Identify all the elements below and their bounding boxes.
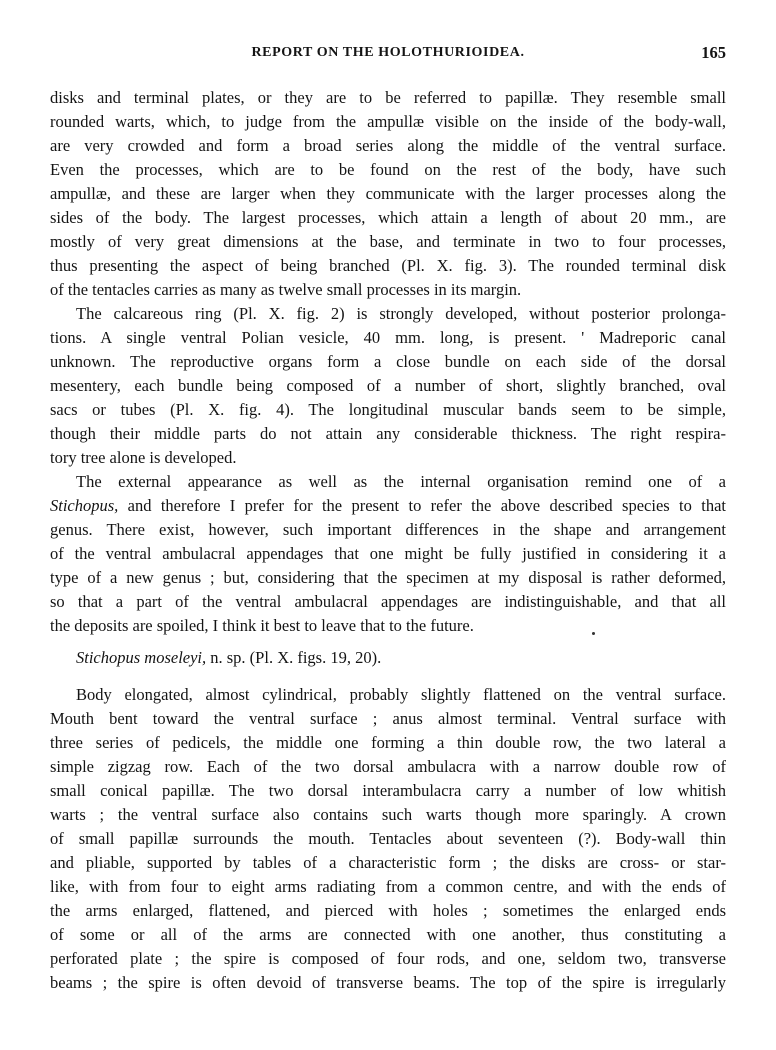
text-line: like, with from four to eight arms radiating from a common centre, and with the ends of	[50, 877, 726, 896]
text-line: rounded warts, which, to judge from the ampullæ visible on the inside of the body-wall,	[50, 112, 726, 131]
running-head: REPORT ON THE HOLOTHURIOIDEA.	[251, 45, 525, 60]
text-line: tions. A single ventral Polian vesicle, 40 mm. long, is present. ' Madreporic canal	[50, 328, 726, 347]
text-line: sacs or tubes (Pl. X. fig. 4). The longitudinal muscular bands seem to be simple,	[50, 400, 726, 419]
text-line: of some or all of the arms are connected with one another, thus constituting a	[50, 925, 726, 944]
text-line: mesentery, each bundle being composed of a number of short, slightly branched, oval	[50, 376, 726, 395]
text-line: type of a new genus ; but, considering that the specimen at my disposal is rather deformed,	[50, 568, 726, 587]
text-line: The external appearance as well as the internal organisation remind one of a	[76, 472, 726, 491]
page-header	[50, 45, 726, 69]
text-line: warts ; the ventral surface also contains such warts though more sparingly. A crown	[50, 805, 726, 824]
text-line: The calcareous ring (Pl. X. fig. 2) is strongly developed, without posterior prolonga-	[76, 304, 726, 323]
text-line: genus. There exist, however, such important differences in the shape and arrangement	[50, 520, 726, 539]
text-line: of the ventral ambulacral appendages that one might be fully justified in considering it a	[50, 544, 726, 563]
page-number: 165	[701, 43, 726, 62]
text-line: beams ; the spire is often devoid of transverse beams. The top of the spire is irregularly	[50, 973, 726, 992]
text-line: ampullæ, and these are larger when they communicate with the larger processes along the	[50, 184, 726, 203]
text-line: of small papillæ surrounds the mouth. Tentacles about seventeen (?). Body-wall thin	[50, 829, 726, 848]
text-line: perforated plate ; the spire is composed of four rods, and one, seldom two, transverse	[50, 949, 726, 968]
text-line: unknown. The reproductive organs form a close bundle on each side of the dorsal	[50, 352, 726, 371]
genus-name: Stichopus,	[50, 496, 119, 515]
print-speck	[592, 632, 595, 635]
text-line: and pliable, supported by tables of a characteristic form ; the disks are cross- or star-	[50, 853, 726, 872]
text-line: so that a part of the ventral ambulacral appendages are indistinguishable, and that all	[50, 592, 726, 611]
text-line: mostly of very great dimensions at the base, and terminate in two to four processes,	[50, 232, 726, 251]
text-line: Mouth bent toward the ventral surface ; anus almost terminal. Ventral surface with	[50, 709, 726, 728]
species-heading-rest: n. sp. (Pl. X. figs. 19, 20).	[206, 648, 382, 667]
text-line: are very crowded and form a broad series along the middle of the ventral surface.	[50, 136, 726, 155]
text-line: Body elongated, almost cylindrical, probably slightly flattened on the ventral surface.	[76, 685, 726, 704]
text-line: disks and terminal plates, or they are to be referred to papillæ. They resemble small	[50, 88, 726, 107]
species-heading	[76, 646, 726, 670]
text-line: thus presenting the aspect of being branched (Pl. X. fig. 3). The rounded terminal disk	[50, 256, 726, 275]
text-line	[50, 494, 726, 518]
text-span: and therefore I prefer for the present to refer the above described species to that	[118, 496, 726, 515]
text-line: the arms enlarged, flattened, and pierced with holes ; sometimes the enlarged ends	[50, 901, 726, 920]
text-line: sides of the body. The largest processes, which attain a length of about 20 mm., are	[50, 208, 726, 227]
text-line: tory tree alone is developed.	[50, 448, 237, 467]
text-line: of the tentacles carries as many as twelve small processes in its margin.	[50, 280, 522, 299]
species-name: Stichopus moseleyi,	[76, 648, 207, 667]
text-line: small conical papillæ. The two dorsal interambulacra carry a number of low whitish	[50, 781, 726, 800]
text-line: Even the processes, which are to be found on the rest of the body, have such	[50, 160, 726, 179]
text-line: the deposits are spoiled, I think it best to leave that to the future.	[50, 616, 474, 635]
text-line: though their middle parts do not attain any considerable thickness. The right respira-	[50, 424, 726, 443]
text-line: three series of pedicels, the middle one forming a thin double row, the two lateral a	[50, 733, 726, 752]
text-line: simple zigzag row. Each of the two dorsal ambulacra with a narrow double row of	[50, 757, 726, 776]
